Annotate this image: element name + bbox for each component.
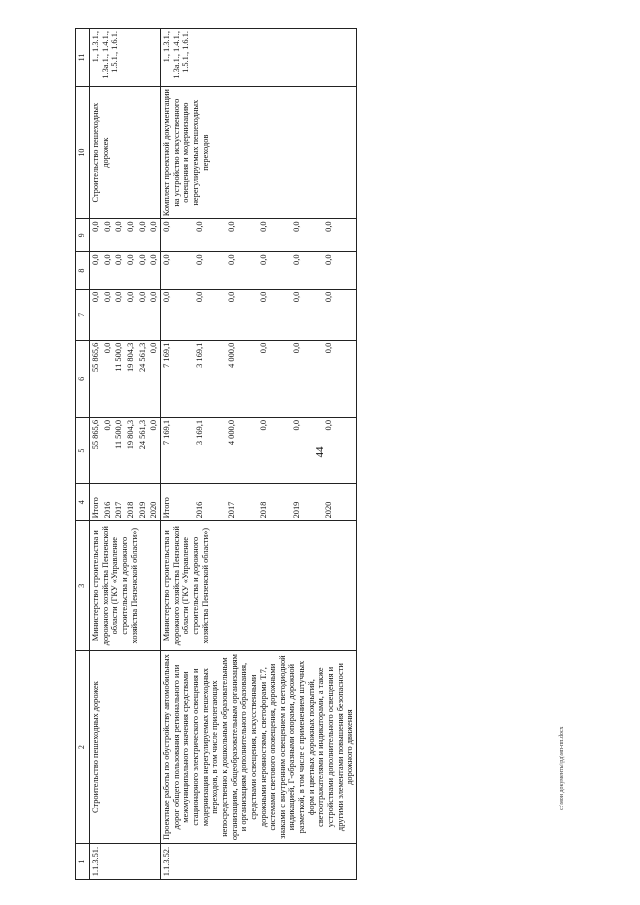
indicator-codes: 1., 1.3.1., 1.3а.1., 1.4.1., 1.5.1., 1.6.1.	[160, 29, 356, 87]
year-cell: 2016	[194, 484, 226, 521]
header-cell: 11	[76, 29, 90, 87]
municipal-amount: 0,0	[148, 252, 160, 289]
header-cell: 4	[76, 484, 90, 521]
regional-amount: 19 804,3	[125, 340, 137, 417]
year-cell: 2018	[258, 484, 290, 521]
federal-amount: 0,0	[102, 289, 114, 340]
header-cell: 3	[76, 521, 90, 651]
extrabudget-amount: 0,0	[90, 219, 102, 252]
municipal-amount: 0,0	[258, 252, 290, 289]
federal-amount: 0,0	[258, 289, 290, 340]
extrabudget-amount: 0,0	[194, 219, 226, 252]
municipal-amount: 0,0	[291, 252, 323, 289]
year-cell: 2018	[125, 484, 137, 521]
municipal-amount: 0,0	[102, 252, 114, 289]
extrabudget-amount: 0,0	[113, 219, 125, 252]
table-row	[160, 29, 194, 880]
regional-amount: 0,0	[323, 340, 357, 417]
header-cell: 6	[76, 340, 90, 417]
year-cell: 2019	[137, 484, 149, 521]
total-amount: 0,0	[291, 417, 323, 483]
municipal-amount: 0,0	[226, 252, 258, 289]
total-amount: 4 000,0	[226, 417, 258, 483]
regional-amount: 0,0	[291, 340, 323, 417]
year-cell: 2020	[323, 484, 357, 521]
federal-amount: 0,0	[90, 289, 102, 340]
extrabudget-amount: 0,0	[258, 219, 290, 252]
federal-amount: 0,0	[148, 289, 160, 340]
extrabudget-amount: 0,0	[226, 219, 258, 252]
year-cell: Итого	[160, 484, 194, 521]
expected-result: Комплект проектной документации на устройство искусственного освещения и модернизацию нерегулируемых пешеходных переходов	[160, 86, 356, 218]
federal-amount: 0,0	[323, 289, 357, 340]
year-cell: 2017	[113, 484, 125, 521]
municipal-amount: 0,0	[137, 252, 149, 289]
regional-amount: 0,0	[258, 340, 290, 417]
regional-amount: 11 500,0	[113, 340, 125, 417]
extrabudget-amount: 0,0	[291, 219, 323, 252]
page-number: 44	[314, 446, 326, 458]
regional-amount: 24 561,3	[137, 340, 149, 417]
executor: Министерство строительства и дорожного хозяйства Пензенской области (ГКУ «Управление строительства и дорожного хозяйства Пензенской области»)	[90, 521, 161, 651]
header-cell: 5	[76, 417, 90, 483]
regional-amount: 0,0	[148, 340, 160, 417]
regional-amount: 7 169,1	[160, 340, 194, 417]
total-amount: 55 865,6	[90, 417, 102, 483]
municipal-amount: 0,0	[125, 252, 137, 289]
extrabudget-amount: 0,0	[125, 219, 137, 252]
year-cell: 2016	[102, 484, 114, 521]
federal-amount: 0,0	[113, 289, 125, 340]
year-cell: 2019	[291, 484, 323, 521]
municipal-amount: 0,0	[194, 252, 226, 289]
total-amount: 24 561,3	[137, 417, 149, 483]
header-cell: 9	[76, 219, 90, 252]
total-amount: 0,0	[148, 417, 160, 483]
municipal-amount: 0,0	[160, 252, 194, 289]
federal-amount: 0,0	[226, 289, 258, 340]
year-cell: Итого	[90, 484, 102, 521]
expected-result: Строительство пешеходных дорожек	[90, 86, 161, 218]
regional-amount: 0,0	[102, 340, 114, 417]
municipal-amount: 0,0	[323, 252, 357, 289]
federal-amount: 0,0	[194, 289, 226, 340]
extrabudget-amount: 0,0	[102, 219, 114, 252]
extrabudget-amount: 0,0	[160, 219, 194, 252]
total-amount: 0,0	[258, 417, 290, 483]
table-row	[90, 29, 102, 880]
header-cell: 7	[76, 289, 90, 340]
municipal-amount: 0,0	[90, 252, 102, 289]
header-cell: 1	[76, 844, 90, 880]
total-amount: 7 169,1	[160, 417, 194, 483]
regional-amount: 55 865,6	[90, 340, 102, 417]
row-number: 1.1.3.52.	[160, 844, 356, 880]
footer-file-path: c:\мои документы\рд\мп-пп.docx	[559, 726, 565, 810]
total-amount: 3 169,1	[194, 417, 226, 483]
total-amount: 0,0	[323, 417, 357, 483]
activity-name: Строительство пешеходных дорожек	[90, 651, 161, 844]
activity-name: Проектные работы по обустройству автомобильных дорог общего пользования регионального или межмуниципального значения средствами стационарного электрического освещения и модернизация нерегулируемых пешеходных переходов, в том числе прилегающих непосредственно к дошкольным образовательным организациям, общеобразовательным организациям и организациям дополнительного образования, средствами освещения, искусственными дорожными неровностями, светофорами Т.7, системами светового оповещения, дорожными знаками с внутренним освещением и светодиодной индикацией, Г-образными опорами, дорожной разметкой, в том числе с применением штучных форм и цветных дорожных покрытий, светоотражателями и индикаторами, а также устройствами дополнительного освещения и другими элементами повышения безопасности дорожного движения	[160, 651, 356, 844]
header-row	[76, 29, 90, 880]
table-body	[90, 29, 357, 880]
regional-amount: 3 169,1	[194, 340, 226, 417]
year-cell: 2020	[148, 484, 160, 521]
federal-amount: 0,0	[125, 289, 137, 340]
header-cell: 8	[76, 252, 90, 289]
total-amount: 0,0	[102, 417, 114, 483]
indicator-codes: 1., 1.3.1., 1.3а.1., 1.4.1., 1.5.1., 1.6.1.	[90, 29, 161, 87]
extrabudget-amount: 0,0	[148, 219, 160, 252]
extrabudget-amount: 0,0	[323, 219, 357, 252]
executor: Министерство строительства и дорожного хозяйства Пензенской области (ГКУ «Управление строительства и дорожного хозяйства Пензенской области»)	[160, 521, 356, 651]
header-cell: 10	[76, 86, 90, 218]
federal-amount: 0,0	[137, 289, 149, 340]
total-amount: 11 500,0	[113, 417, 125, 483]
federal-amount: 0,0	[160, 289, 194, 340]
year-cell: 2017	[226, 484, 258, 521]
total-amount: 19 804,3	[125, 417, 137, 483]
regional-amount: 4 000,0	[226, 340, 258, 417]
municipal-amount: 0,0	[113, 252, 125, 289]
extrabudget-amount: 0,0	[137, 219, 149, 252]
header-cell: 2	[76, 651, 90, 844]
program-table	[75, 28, 357, 880]
rotated-table-container	[75, 28, 585, 880]
federal-amount: 0,0	[291, 289, 323, 340]
row-number: 1.1.3.51.	[90, 844, 161, 880]
